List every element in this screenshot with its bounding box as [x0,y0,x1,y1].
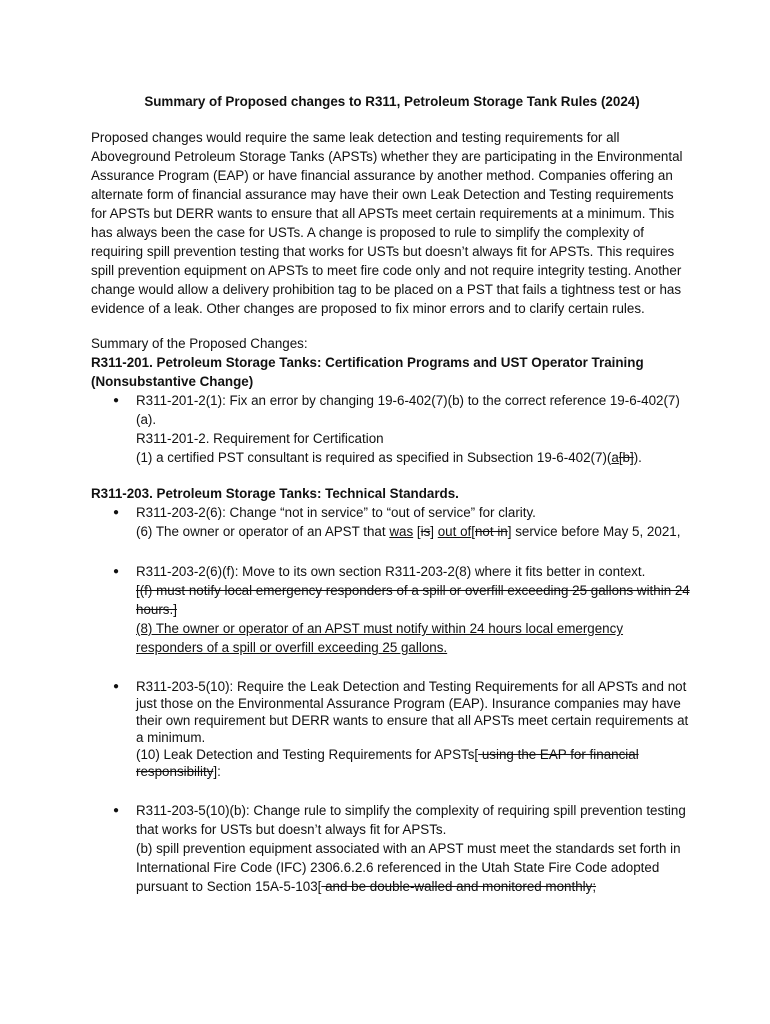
rule-title: R311-201-2. Requirement for Certification [136,431,384,446]
section-r311-203-list [91,503,691,896]
rule-text-part: (6) The owner or operator of an APST that [136,524,390,539]
intro-paragraph: Proposed changes would require the same leak detection and testing requirements for all Aboveground Petroleum Storage Tanks (APSTs) whether they are participating in the Environmental Assurance Program (EAP) or have financial assurance by another method. Companies offering an alternate form of financial assurance may have their own Leak Detection and Testing requirements for APSTs but DERR wants to ensure that all APSTs meet certain requirements at a minimum. This has always been the case for USTs. A change is proposed to rule to simplify the complexity of requiring spill prevention testing that works for USTs but doesn’t always fit for APSTs. This requires spill prevention equipment on APSTs to meet fire code only and not require integrity testing. Another change would allow a delivery prohibition tag to be placed on a PST that fails a tightness test or has evidence of a leak. Other changes are proposed to fix minor errors and to clarify certain rules. [91,130,683,316]
document-page [91,92,691,896]
rule-text [136,839,691,896]
list-item [91,562,691,657]
spacer [91,780,691,801]
rule-text-part: [ [471,524,475,539]
spacer [91,541,691,562]
rule-text-part: ]: [213,764,221,779]
rule-text [136,746,691,780]
list-item [91,391,691,467]
rule-text [136,448,691,467]
rule-text-part: (1) a certified PST consultant is required as specified in Subsection 19-6-402(7)( [136,450,612,465]
inserted-text: was [389,524,414,539]
list-item [91,503,691,541]
section-r311-201-list [91,391,691,467]
rule-text-part: ). [633,450,642,465]
deleted-text: and be double-walled and monitored monthly; [321,879,597,894]
rule-text [136,522,691,541]
change-description: ● R311-203-2(6)(f): Move to its own section R311-203-2(8) where it fits better in context. [136,564,646,579]
rule-text-part: [ [413,524,421,539]
deleted-text: using the EAP for financial responsibility [136,747,639,779]
list-item [91,801,691,896]
section-r311-201-heading: R311-201. Petroleum Storage Tanks: Certification Programs and UST Operator Training (Nonsubstantive Change) [91,355,644,389]
inserted-text: out of [437,524,472,539]
change-description: ● R311-203-5(10)(b): Change rule to simplify the complexity of requiring spill prevention testing that works for USTs but doesn’t always fit for APSTs. [136,803,686,837]
document-title: Summary of Proposed changes to R311, Petroleum Storage Tank Rules (2024) [144,94,640,109]
change-description: ● R311-203-5(10): Require the Leak Detection and Testing Requirements for all APSTs and not just those on the Environmental Assurance Program (EAP). Insurance companies may have their own requirement but DERR wants to ensure that all APSTs meet certain requirements at a minimum. [136,679,689,745]
spacer [91,657,691,678]
deleted-text: not in [474,524,508,539]
rule-text-part: ] service before May 5, 2021, [507,524,681,539]
deleted-text: is [420,524,431,539]
change-description: ● R311-201-2(1): Fix an error by changing 19-6-402(7)(b) to the correct reference 19-6-402(7)(a). [136,393,680,427]
rule-text-part: ] [430,524,438,539]
summary-label: Summary of the Proposed Changes: [91,336,308,351]
rule-text-part: (b) spill prevention equipment associated with an APST must meet the standards set forth in International Fire Code (IFC) 2306.6.2.6 referenced in the Utah State Fire Code adopted pursuant to Section 15A-5-103[ [136,841,681,894]
rule-text-part: (10) Leak Detection and Testing Requirements for APSTs[ [136,747,479,762]
list-item [91,678,691,780]
deleted-text: [(f) must notify local emergency responders of a spill or overfill exceeding 25 gallons within 24 hours.] [136,583,690,617]
deleted-text: [b] [618,450,634,465]
inserted-text: (8) The owner or operator of an APST must notify within 24 hours local emergency responders of a spill or overfill exceeding 25 gallons. [136,621,624,655]
section-r311-203-heading: R311-203. Petroleum Storage Tanks: Technical Standards. [91,486,459,501]
change-description: ● R311-203-2(6): Change “not in service” to “out of service” for clarity. [136,505,536,520]
inserted-text: a [611,450,619,465]
